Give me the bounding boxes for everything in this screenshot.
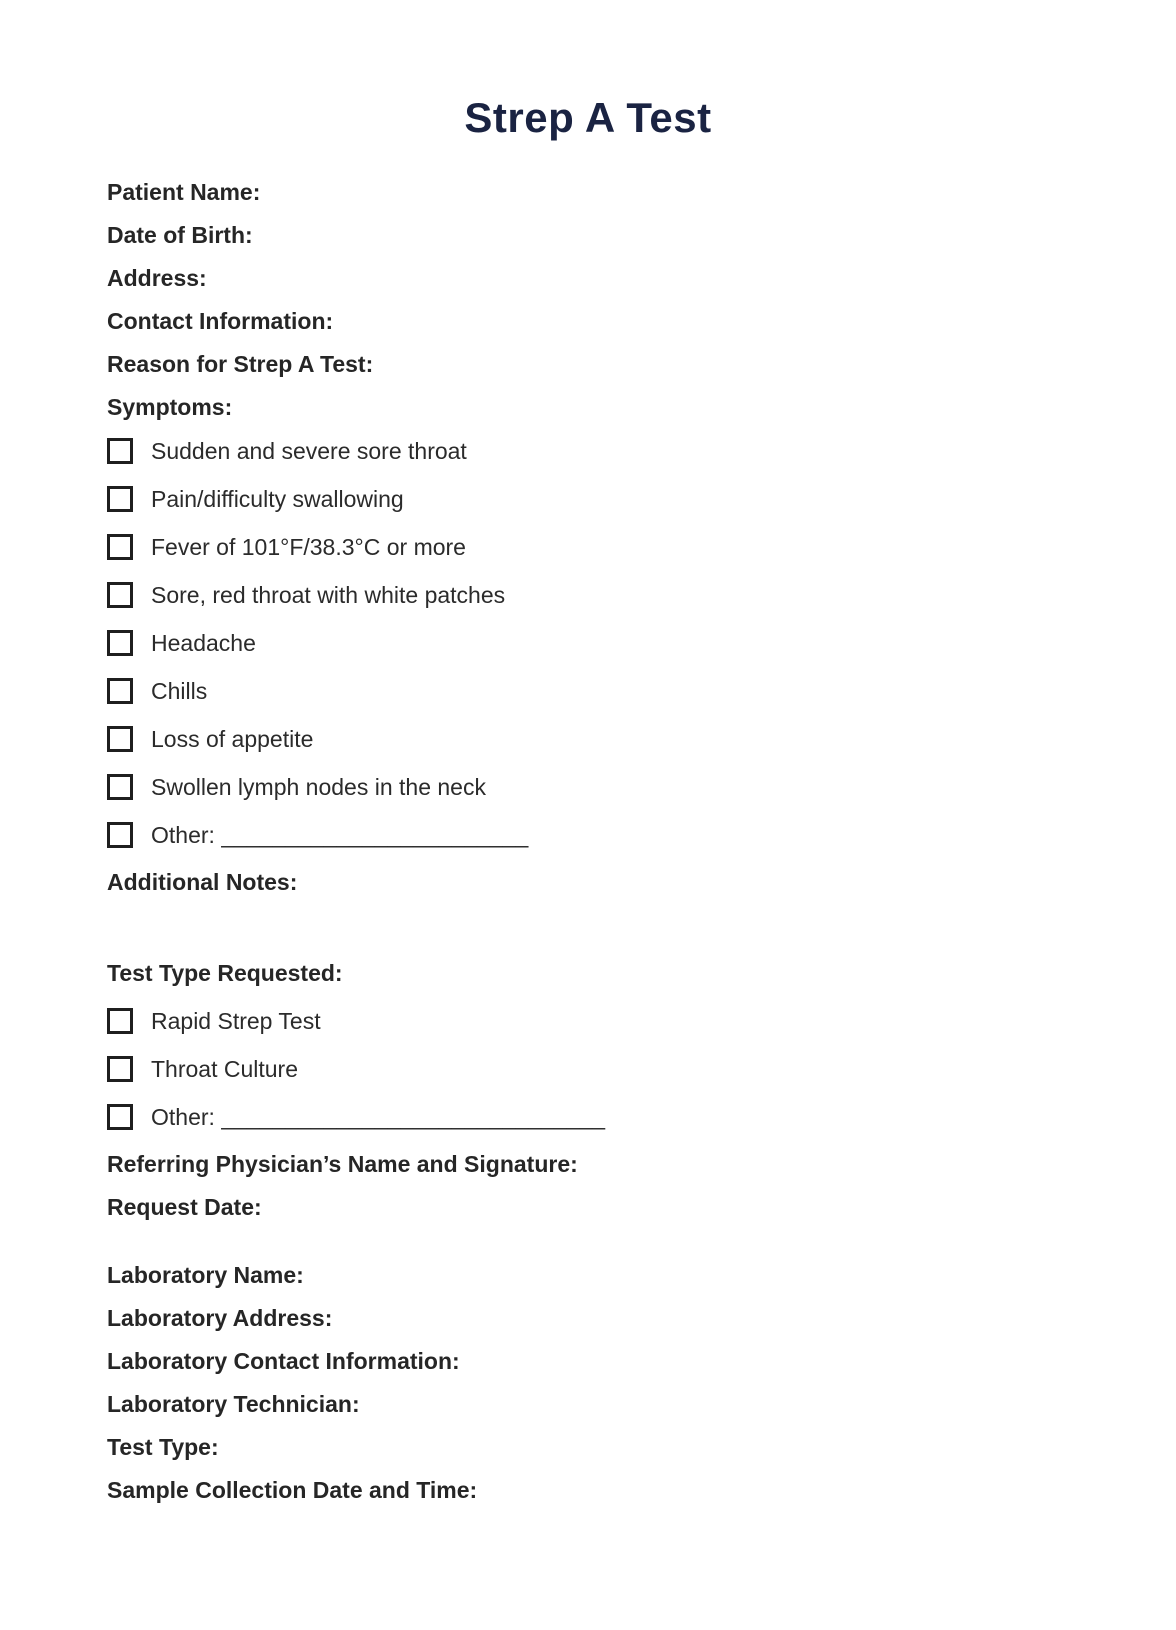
field-label-test-type: Test Type: <box>107 1434 219 1460</box>
checkbox-symptom-other[interactable] <box>107 822 133 848</box>
symptom-row-sore-throat <box>107 438 1096 464</box>
checkbox-swollen-lymph-nodes[interactable] <box>107 774 133 800</box>
checkbox-sudden-severe-sore-throat[interactable] <box>107 438 133 464</box>
test-type-row-rapid-strep <box>107 1008 1096 1034</box>
field-label-laboratory-contact-information: Laboratory Contact Information: <box>107 1348 460 1374</box>
test-type-other-blank-line[interactable]: ______________________________ <box>221 1104 606 1130</box>
field-label-address: Address: <box>107 265 207 291</box>
checkbox-sore-red-throat-white-patches[interactable] <box>107 582 133 608</box>
test-type-heading: Test Type Requested: <box>107 960 343 986</box>
checkbox-headache[interactable] <box>107 630 133 656</box>
additional-notes-heading: Additional Notes: <box>107 869 298 895</box>
test-type-row-throat-culture <box>107 1056 1096 1082</box>
checkbox-test-type-other[interactable] <box>107 1104 133 1130</box>
symptom-label: Loss of appetite <box>151 726 314 752</box>
symptom-label-other <box>151 822 528 848</box>
symptom-label: Pain/difficulty swallowing <box>151 486 404 512</box>
field-label-laboratory-technician: Laboratory Technician: <box>107 1391 360 1417</box>
symptom-row-fever <box>107 534 1096 560</box>
field-label-date-of-birth: Date of Birth: <box>107 222 253 248</box>
symptom-label: Headache <box>151 630 256 656</box>
form-title: Strep A Test <box>464 94 712 141</box>
field-label-laboratory-name: Laboratory Name: <box>107 1262 304 1288</box>
field-label-patient-name: Patient Name: <box>107 179 261 205</box>
field-label-reason-for-test: Reason for Strep A Test: <box>107 351 374 377</box>
field-label-contact-information: Contact Information: <box>107 308 334 334</box>
field-label-referring-physician: Referring Physician’s Name and Signature: <box>107 1151 578 1177</box>
checkbox-throat-culture[interactable] <box>107 1056 133 1082</box>
symptom-row-swallowing <box>107 486 1096 512</box>
symptom-row-other <box>107 822 1096 848</box>
additional-notes-section <box>107 870 1096 894</box>
symptom-label: Sore, red throat with white patches <box>151 582 506 608</box>
symptom-label: Chills <box>151 678 208 704</box>
request-section <box>107 1152 1096 1219</box>
checkbox-pain-difficulty-swallowing[interactable] <box>107 486 133 512</box>
test-type-row-other <box>107 1104 1096 1130</box>
symptom-row-headache <box>107 630 1096 656</box>
test-type-label: Rapid Strep Test <box>151 1008 321 1034</box>
checkbox-fever[interactable] <box>107 534 133 560</box>
symptoms-heading: Symptoms: <box>107 394 233 420</box>
other-label: Other: <box>151 822 215 848</box>
field-label-request-date: Request Date: <box>107 1194 262 1220</box>
test-type-label-other <box>151 1104 605 1130</box>
laboratory-section <box>107 1263 1096 1502</box>
symptom-row-loss-of-appetite <box>107 726 1096 752</box>
checkbox-rapid-strep-test[interactable] <box>107 1008 133 1034</box>
field-label-laboratory-address: Laboratory Address: <box>107 1305 333 1331</box>
field-label-sample-collection-date-time: Sample Collection Date and Time: <box>107 1477 478 1503</box>
symptom-row-chills <box>107 678 1096 704</box>
symptom-label: Sudden and severe sore throat <box>151 438 467 464</box>
form-content <box>0 141 1176 1502</box>
test-type-label: Throat Culture <box>151 1056 299 1082</box>
checkbox-loss-of-appetite[interactable] <box>107 726 133 752</box>
other-label: Other: <box>151 1104 215 1130</box>
symptom-label: Fever of 101°F/38.3°C or more <box>151 534 466 560</box>
symptom-row-white-patches <box>107 582 1096 608</box>
checkbox-chills[interactable] <box>107 678 133 704</box>
symptom-row-swollen-lymph-nodes <box>107 774 1096 800</box>
symptom-label: Swollen lymph nodes in the neck <box>151 774 486 800</box>
symptom-other-blank-line[interactable]: ________________________ <box>221 822 529 848</box>
